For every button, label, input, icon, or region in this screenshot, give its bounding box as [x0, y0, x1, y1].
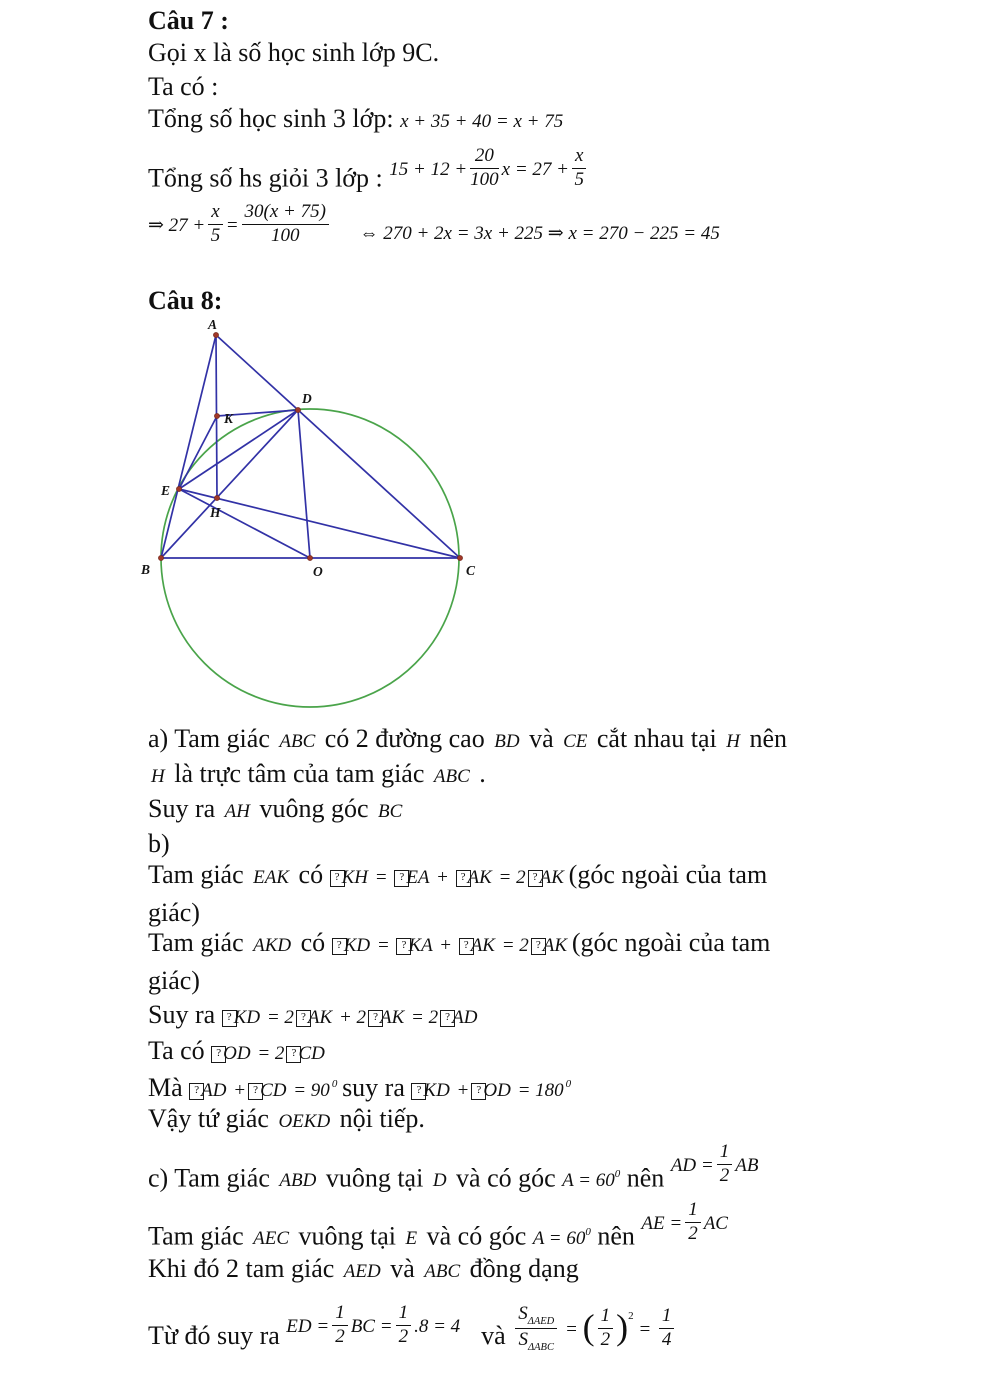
cau8-c-line1: c) Tam giác ABD vuông tại D và có góc $A = 60^0$ nên AD = $\frac{1}{2}$ AB: [148, 1141, 759, 1193]
cau8-heading: Câu 8:: [148, 286, 223, 315]
fraction: $\frac{x}{5}$: [572, 146, 586, 191]
implies-arrow: ⇒: [148, 214, 164, 236]
total-label: Tổng số học sinh 3 lớp:: [148, 104, 394, 133]
point-K: [214, 413, 219, 418]
math-var: ABC: [433, 766, 470, 787]
eq-part: 27 +: [168, 214, 206, 236]
cau8-b-line3: Suy ra ? KD = 2 ? AK + 2 ? AK = 2 ? AD: [148, 1000, 478, 1029]
math-var: EAK: [253, 867, 290, 888]
point-D: [295, 407, 300, 412]
missing-glyph-box: ?: [531, 938, 546, 955]
cau8-a-line2: H là trực tâm của tam giác ABC .: [148, 757, 486, 793]
angle-equation: ? KD + ? OD = 180 $^0$: [411, 1080, 571, 1101]
segment-CE: [179, 489, 460, 558]
cau8-b-line1-wrap: giác): [148, 898, 200, 927]
cau8-a-line3: Suy ra AH vuông góc BC: [148, 792, 405, 828]
math-var: H: [151, 766, 165, 787]
fraction: $\frac{x}{5}$: [208, 202, 222, 247]
gifted-equation: [389, 145, 589, 193]
fraction: $\frac{20}{100}$: [470, 145, 499, 190]
cau8-b-line5: Mà ? AD + ? CD = 90 $^0$ suy ra ? KD + ? OD = 180 $^0$: [148, 1073, 572, 1102]
label-O: O: [313, 564, 323, 579]
label-H: H: [210, 505, 221, 520]
segment-DO: [298, 410, 310, 558]
fraction: $\frac{1}{2}$: [396, 1303, 412, 1348]
cau7-gifted-line: [148, 145, 589, 203]
angle-equation: ? OD = 2 ? CD: [211, 1043, 325, 1064]
angle-equation: ? AD + ? CD = 90 $^0$: [189, 1080, 342, 1101]
missing-glyph-box: ?: [440, 1010, 455, 1027]
missing-glyph-box: ?: [296, 1010, 311, 1027]
half-formula: AD = $\frac{1}{2}$ AB: [670, 1141, 759, 1186]
fraction: $\frac{30(x + 75)}{100}$: [242, 202, 329, 247]
missing-glyph-box: ?: [528, 870, 543, 887]
cau7-total-line: [148, 102, 563, 138]
left-paren: (: [582, 1307, 595, 1347]
missing-glyph-box: ?: [456, 870, 471, 887]
fraction: $\frac{1}{2}$: [717, 1142, 733, 1187]
missing-glyph-box: ?: [394, 870, 409, 887]
eq-part: 15 + 12 +: [389, 158, 468, 180]
s-fraction: $\frac{S_{\Delta AED}}{S_{\Delta ABC}}$: [515, 1304, 557, 1354]
half-formula: AE = $\frac{1}{2}$ AC: [641, 1199, 728, 1244]
missing-glyph-box: ?: [189, 1083, 204, 1100]
angle-value: $A = 60^0$: [562, 1168, 621, 1192]
right-paren: ): [616, 1307, 629, 1347]
missing-glyph-box: ?: [211, 1046, 226, 1063]
cau7-heading: Câu 7 :: [148, 6, 229, 35]
math-var: AEC: [253, 1228, 290, 1250]
cau8-b-label: b): [148, 829, 170, 858]
math-var: ABC: [279, 731, 316, 752]
area-ratio-formula: $\frac{S_{\Delta AED}}{S_{\Delta ABC}}$ = ( $\frac{1}{2}$ )$^2$ = $\frac{1}{4}$: [512, 1300, 677, 1356]
fraction: $\frac{1}{4}$: [659, 1306, 675, 1351]
missing-glyph-box: ?: [222, 1010, 237, 1027]
segment-ED: [179, 410, 298, 489]
angle-equation: ? KH = ? EA + ? AK = 2 ? AK: [330, 867, 569, 888]
gifted-label: Tổng số hs giỏi 3 lớp :: [148, 163, 383, 193]
math-var: AH: [224, 801, 250, 822]
cau8-c-line3: Khi đó 2 tam giác AED và ABC đồng dạng: [148, 1254, 579, 1283]
cau7-intro: Gọi x là số học sinh lớp 9C.: [148, 38, 440, 67]
segment-EO: [179, 489, 310, 558]
point-B: [158, 555, 163, 560]
missing-glyph-box: ?: [332, 938, 347, 955]
math-var: BC: [378, 801, 403, 822]
label-K: K: [224, 411, 234, 426]
point-O: [307, 555, 312, 560]
cau8-b-line2: Tam giác AKD có ? KD = ? KA + ? AK = 2 ? AK (góc ngoài của tam: [148, 928, 771, 957]
angle-equation: ? KD = 2 ? AK + 2 ? AK = 2 ? AD: [222, 1007, 478, 1028]
label-E: E: [161, 483, 171, 498]
eq-part: x = 27 +: [501, 158, 569, 180]
label-C: C: [466, 563, 476, 578]
fraction: $\frac{1}{2}$: [598, 1306, 614, 1351]
math-var: OEKD: [278, 1111, 331, 1132]
missing-glyph-box: ?: [471, 1083, 486, 1100]
missing-glyph-box: ?: [411, 1083, 426, 1100]
point-C: [457, 555, 462, 560]
math-var: ABC: [424, 1261, 461, 1282]
cau8-c-line4: Từ đó suy ra ED = $\frac{1}{2}$ BC = $\frac{1}{2}$ .8 = 4 và $\frac{S_{\Delta AED}}{S_{\Delta ABC}}$ = ( $\frac{1}{2}$ )$^2$ = $\frac{1}{4}$: [148, 1310, 677, 1366]
cau8-b-line6: Vậy tứ giác OEKD nội tiếp.: [148, 1104, 425, 1133]
cau8-b-line1: Tam giác EAK có ? KH = ? EA + ? AK = 2 ? AK (góc ngoài của tam: [148, 860, 768, 889]
math-var: CE: [563, 731, 588, 752]
ed-formula: ED = $\frac{1}{2}$ BC = $\frac{1}{2}$ .8 = 4: [286, 1302, 461, 1348]
point-A: [213, 332, 218, 337]
cau7-taco: Ta có :: [148, 72, 219, 101]
missing-glyph-box: ?: [248, 1083, 263, 1100]
segment-AB: [161, 335, 216, 558]
segment-AC: [216, 335, 460, 558]
math-var: AKD: [253, 935, 292, 956]
cau8-c-line2: Tam giác AEC vuông tại E và có góc $A = 60^0$ nên AE = $\frac{1}{2}$ AC: [148, 1199, 728, 1251]
derive-equation: [148, 201, 720, 246]
cau8-b-line2-wrap: giác): [148, 966, 200, 995]
angle-equation: ? KD = ? KA + ? AK = 2 ? AK: [332, 935, 572, 956]
missing-glyph-box: ?: [368, 1010, 383, 1027]
missing-glyph-box: ?: [330, 870, 345, 887]
fraction: $\frac{1}{2}$: [332, 1303, 348, 1348]
eq-part: =: [225, 214, 239, 236]
missing-glyph-box: ?: [459, 938, 474, 955]
total-equation: x + 35 + 40 = x + 75: [400, 111, 564, 132]
math-var: AED: [343, 1261, 381, 1282]
cau7-derive-line: [148, 201, 720, 249]
fraction: $\frac{1}{2}$: [685, 1200, 701, 1245]
math-var: E: [405, 1228, 418, 1250]
point-E: [176, 486, 181, 491]
missing-glyph-box: ?: [286, 1046, 301, 1063]
math-var: BD: [494, 731, 520, 752]
segment-EK: [179, 416, 217, 489]
cau8-a-line1: a) Tam giác ABC có 2 đường cao BD và CE cắt nhau tại H nên: [148, 724, 788, 753]
math-var: D: [432, 1170, 447, 1192]
derive-chain: ⇔ 270 + 2x = 3x + 225 ⇒ x = 270 − 225 = 45: [359, 222, 720, 244]
label-B: B: [141, 562, 151, 577]
label-A: A: [208, 318, 218, 332]
angle-value: $A = 60^0$: [532, 1226, 591, 1250]
point-H: [214, 495, 219, 500]
missing-glyph-box: ?: [396, 938, 411, 955]
math-var: H: [726, 731, 740, 752]
cau8-b-line4: Ta có ? OD = 2 ? CD: [148, 1036, 325, 1065]
label-D: D: [302, 391, 312, 406]
math-var: ABD: [279, 1170, 317, 1192]
cau8-geometry-diagram: [126, 318, 486, 722]
